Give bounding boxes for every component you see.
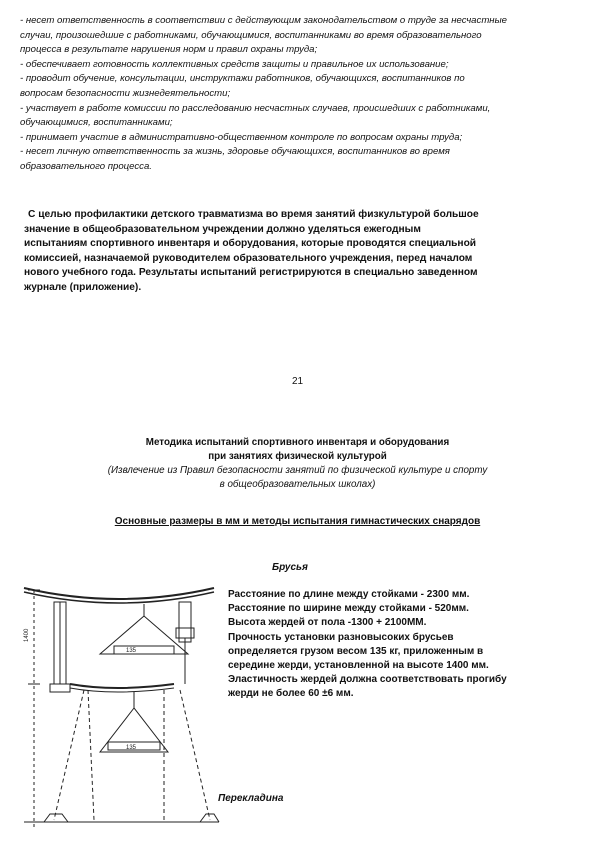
spec-line: жерди не более 60 ±6 мм. bbox=[228, 688, 354, 700]
section-subtitle: Основные размеры в мм и методы испытания гимнастических снарядов bbox=[114, 516, 481, 527]
heading-source-line: (Извлечение из Правил безопасности занятий по физической культуре и спорту bbox=[107, 465, 488, 476]
spec-line: определяется грузом весом 135 кг, приложенным в bbox=[228, 645, 484, 657]
duty-line: - обеспечивает готовность коллективных средств защиты и правильное их использование; bbox=[20, 58, 449, 70]
spec-line: Эластичность жердей должна соответствовать прогибу bbox=[228, 674, 507, 686]
duty-line: - принимает участие в административно-общественном контроле по вопросам охраны труда; bbox=[20, 131, 463, 143]
duty-line: - несет личную ответственность за жизнь, здоровье обучающихся, воспитанников во время bbox=[20, 146, 450, 158]
spec-line: середине жерди, установленной на высоте 1400 мм. bbox=[228, 660, 489, 672]
methodology-heading bbox=[40, 436, 555, 492]
paragraph-line: С целью профилактики детского травматизма во время занятий физкультурой большое bbox=[28, 209, 479, 220]
paragraph-line: испытаниям спортивного инвентаря и оборудования, которые проводятся специальной bbox=[24, 238, 477, 250]
duty-line: - участвует в работе комиссии по расследованию несчастных случаев, происшедших с работниками, bbox=[20, 102, 491, 114]
paragraph-line: значение в общеобразовательном учреждении должно уделяться ежегодным bbox=[24, 223, 421, 235]
spec-line: Прочность установки разновысоких брусьев bbox=[228, 631, 454, 643]
paragraph-line: журнале (приложение). bbox=[24, 281, 142, 293]
duty-line: случаи, произошедшие с работниками, обучающимися, воспитанниками во время образовательного bbox=[20, 29, 482, 41]
bars-section-title: Брусья bbox=[272, 562, 308, 573]
spec-line: Расстояние по длине между стойками - 2300 мм. bbox=[228, 589, 470, 600]
height-dimension-label: 1400 bbox=[24, 628, 30, 642]
duties-list bbox=[20, 14, 580, 175]
heading-line: Методика испытаний спортивного инвентаря и оборудования bbox=[145, 437, 450, 448]
duty-line: процесса в результате нарушения норм и правил охраны труда; bbox=[20, 44, 318, 56]
upper-weight-label: 135 bbox=[126, 648, 137, 654]
paragraph-line: нового учебного года. Результаты испытаний регистрируются в специально заведенном bbox=[24, 267, 478, 279]
parallel-bars-drawing bbox=[14, 580, 224, 840]
spec-line: Высота жердей от пола -1300 + 2100ММ. bbox=[228, 617, 427, 629]
heading-source-line: в общеобразовательных школах) bbox=[219, 479, 376, 490]
bars-specs-list bbox=[228, 588, 573, 702]
paragraph-line: комиссией, назначаемой руководителем образовательного учреждения, перед началом bbox=[24, 252, 473, 264]
duty-line: образовательного процесса. bbox=[20, 160, 152, 172]
spec-line: Расстояние по ширине между стойками - 520мм. bbox=[228, 603, 469, 615]
duty-line: - несет ответственность в соответствии с действующим законодательством о труде за несчастные bbox=[20, 15, 507, 26]
parallel-bars-diagram bbox=[14, 580, 224, 845]
injury-prevention-paragraph bbox=[20, 208, 565, 296]
duty-line: обучающимися, воспитанниками; bbox=[20, 117, 173, 129]
crossbar-section-title: Перекладина bbox=[218, 793, 284, 804]
duty-line: - проводит обучение, консультации, инструктажи работников, обучающихся, воспитанников по bbox=[20, 73, 465, 85]
page-number: 21 bbox=[291, 376, 304, 387]
lower-weight-label: 135 bbox=[126, 745, 137, 751]
duty-line: вопросам безопасности жизнедеятельности; bbox=[20, 87, 231, 99]
heading-line: при занятиях физической культурой bbox=[208, 451, 387, 462]
